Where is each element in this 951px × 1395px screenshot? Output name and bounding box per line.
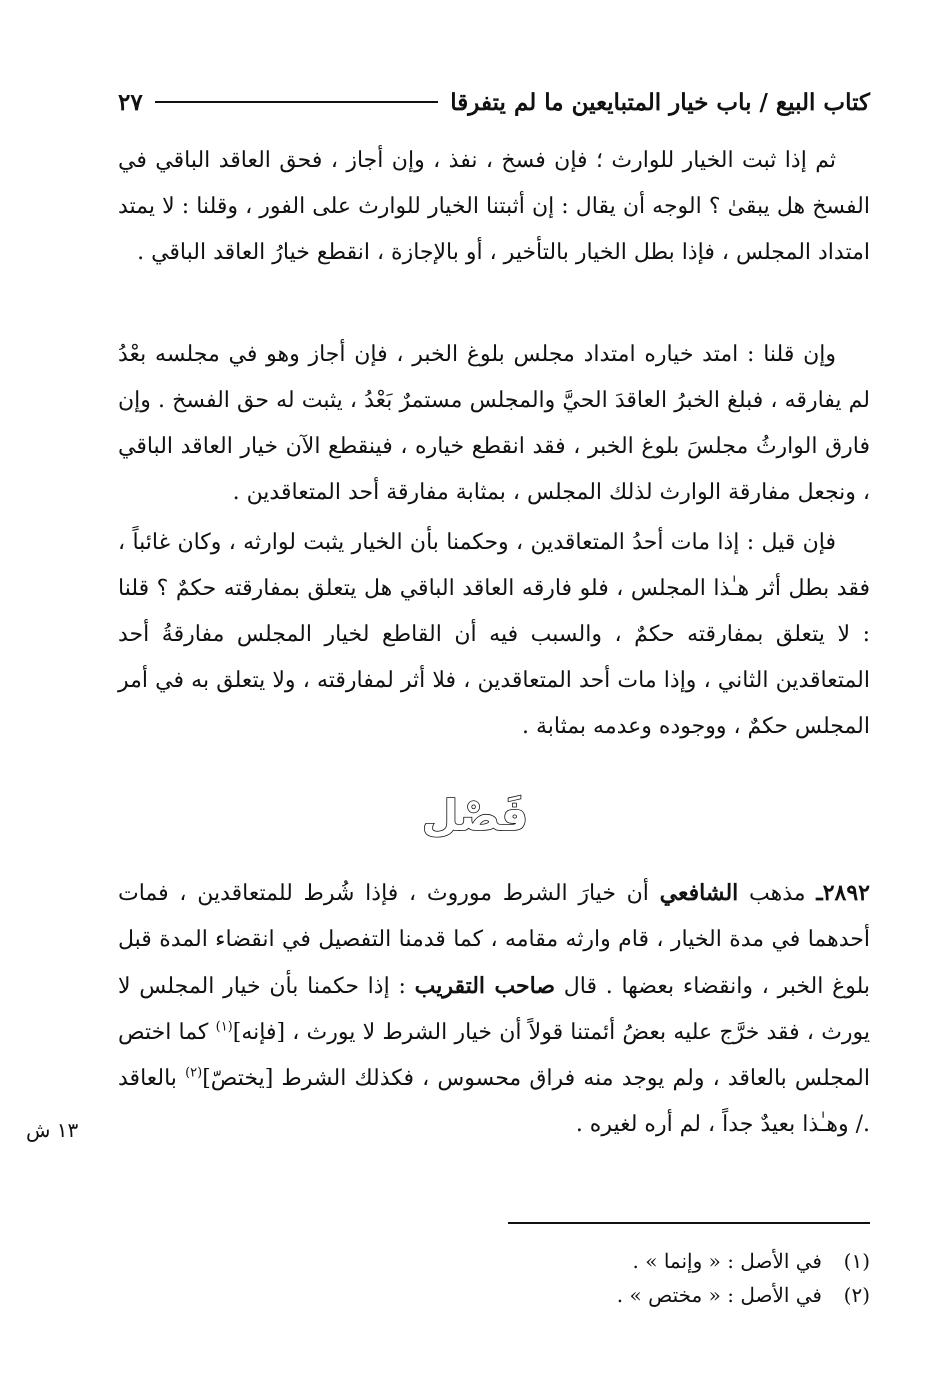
footnote-ref-2: (٢) xyxy=(185,1065,203,1081)
page-number: ٢٧ xyxy=(118,88,143,116)
header-rule xyxy=(155,101,439,103)
paragraph-2: وإن قلنا : امتد خياره امتداد مجلس بلوغ الخبر ، فإن أجاز وهو في مجلسه بعْدُ لم يفارقه ، فبلغ الخبرُ العاقدَ الحيَّ والمجلس مستمرٌ بَعْدُ ، يثبت له حق الفسخ . وإن فارق الوارثُ مجلسَ بلوغ الخبر ، فقد انقطع خياره ، فينقطع الآن خيار العاقد الباقي ، ونجعل مفارقة الوارث لذلك المجلس ، بمثابة مفارقة أحد المتعاقدين . xyxy=(118,342,870,505)
p4-text-3: : إذا حكمنا بأن خيار المجلس لا يورث ، فقد خرَّج عليه بعضُ أئمتنا قولاً أن خيار الشرط لا يورث ، [فإنه] xyxy=(118,974,871,1045)
header-title: كتاب البيع / باب خيار المتبايعين ما لم يتفرقا xyxy=(450,88,870,116)
issue-number: ٢٨٩٢ـ xyxy=(816,880,870,906)
name-shafii: الشافعي xyxy=(659,880,739,906)
footnote-number: (١) xyxy=(843,1249,870,1273)
p4-text-1: مذهب xyxy=(738,881,817,906)
footnotes xyxy=(118,1244,870,1312)
section-heading-text: فَصْل xyxy=(421,790,529,840)
running-header xyxy=(118,82,870,122)
footnote-divider xyxy=(508,1222,870,1224)
footnote-number: (٢) xyxy=(843,1283,870,1307)
section-heading xyxy=(375,775,575,855)
footnote-2 xyxy=(118,1278,870,1312)
manuscript-folio-note: ١٣ ش xyxy=(26,1118,79,1142)
footnote-text: في الأصل : « وإنما » . xyxy=(632,1249,822,1273)
footnote-text: في الأصل : « مختص » . xyxy=(616,1283,822,1307)
paragraph-2892 xyxy=(118,870,870,1148)
footnote-ref-1: (١) xyxy=(215,1019,233,1035)
p4-text-4: كما اختص المجلس بالعاقد ، ولم يوجد منه فراق محسوس ، فكذلك الشرط [يختصّ] xyxy=(118,1020,870,1091)
paragraph-3: فإن قيل : إذا مات أحدُ المتعاقدين ، وحكمنا بأن الخيار يثبت لوارثه ، وكان غائباً ، فقد بطل أثر هـٰذا المجلس ، فلو فارقه العاقد الباقي هل يتعلق بمفارقته حكمٌ ؟ قلنا : لا يتعلق بمفارقته حكمٌ ، والسبب فيه أن القاطع لخيار المجلس مفارقةُ أحد المتعاقدين الثاني ، وإذا مات أحد المتعاقدين ، فلا أثر لمفارقته ، ولا يتعلق به في أمر المجلس حكمٌ ، ووجوده وعدمه بمثابة . xyxy=(118,530,870,739)
footnote-1 xyxy=(118,1244,870,1278)
paragraph-1: ثم إذا ثبت الخيار للوارث ؛ فإن فسخ ، نفذ ، وإن أجاز ، فحق العاقد الباقي في الفسخ هل يبقىٰ ؟ الوجه أن يقال : إن أثبتنا الخيار للوارث على الفور ، وقلنا : لا يمتد امتداد المجلس ، فإذا بطل الخيار بالتأخير ، أو بالإجازة ، انقطع خيارُ العاقد الباقي . xyxy=(118,148,870,265)
p4-text-5: بالعاقد ./ وهـٰذا بعيدٌ جداً ، لم أره لغيره . xyxy=(118,1066,870,1137)
name-sahib-al-taqrib: صاحب التقريب xyxy=(414,973,556,999)
p4-text-2: أن خيارَ الشرط موروث ، فإذا شُرط للمتعاقدين ، فمات أحدهما في مدة الخيار ، قام وارثه مقامه ، كما قدمنا التفصيل في انقضاء المدة قبل بلوغ الخبر ، وانقضاء بعضها . قال xyxy=(118,881,870,999)
